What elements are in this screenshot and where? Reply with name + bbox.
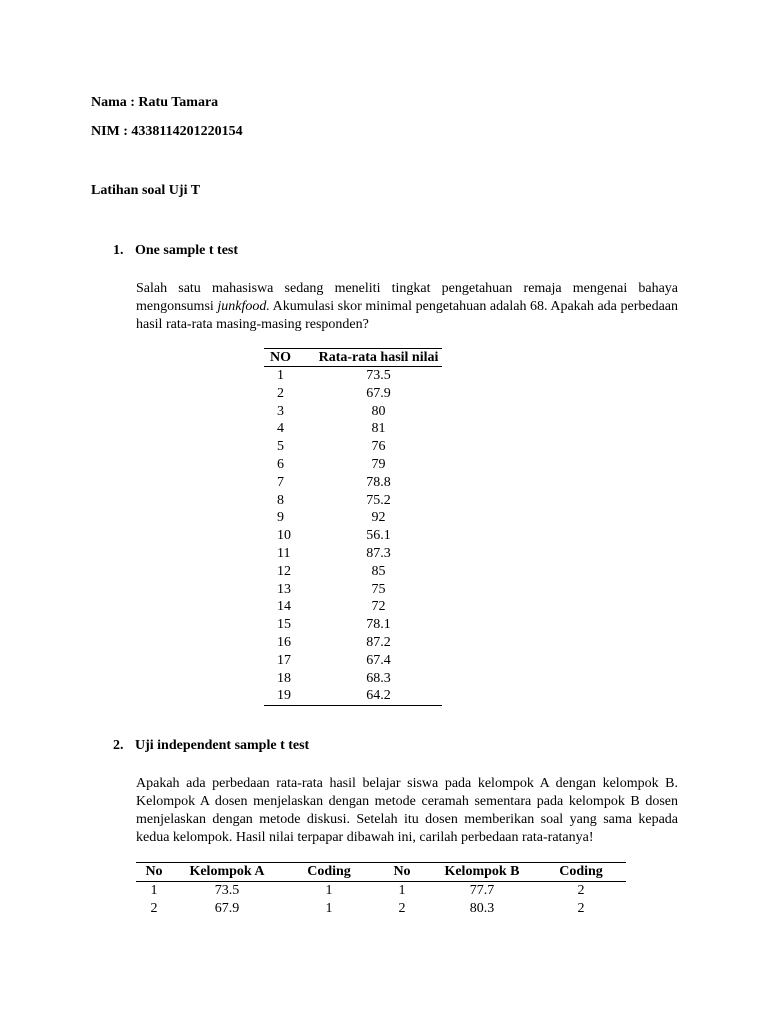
cell-rata-rata: 87.3 [366,545,391,561]
cell-rata-rata: 75.2 [366,492,391,508]
section-1-paragraph [136,280,678,334]
cell-no: 19 [264,687,315,705]
table-row [264,403,442,421]
cell-kelompok-b: 80.3 [469,901,495,916]
col-header-no: NO [264,349,315,367]
cell-no-b: 1 [398,883,406,898]
cell-no: 13 [277,581,291,597]
cell-coding-b: 2 [577,901,585,916]
section-2-text: Apakah ada perbedaan rata-rata hasil belajar siswa pada kelompok A dengan kelompok B. Kelompok A dosen menjelaskan dengan metode ceramah sementara pada kelompok B dosen menjelaskan dengan metode diskusi. Setelah itu dosen memberikan soal yang sama kepada kedua kelompok. Hasil nilai terpapar dibawah ini, carilah perbedaan rata-ratanya! [136,776,678,845]
table-row [264,687,442,705]
table-header-row [264,349,442,367]
cell-no: 5 [277,439,284,455]
cell-no: 2 [277,385,284,401]
section-1-text-italic: junkfood. [217,299,270,314]
cell-coding-a: 1 [325,883,333,898]
cell-no: 7 [277,474,284,490]
table-row [264,563,442,581]
cell-rata-rata: 76 [371,439,386,455]
cell-rata-rata: 75 [371,581,386,597]
cell-no: 14 [277,599,291,615]
cell-rata-rata: 80 [371,403,386,419]
cell-rata-rata: 81 [371,421,386,437]
cell-no: 17 [277,652,291,668]
cell-no: 18 [277,670,291,686]
table-row [264,420,442,438]
col-header-kelompok-b: Kelompok B [428,863,536,882]
cell-no-a: 1 [150,883,158,898]
table-row [264,527,442,545]
table-row [264,474,442,492]
table-header-row [136,863,626,882]
section-1-number: 1. [113,243,124,258]
cell-rata-rata: 64.2 [315,687,442,705]
cell-no-a: 2 [150,901,158,916]
cell-kelompok-a: 73.5 [214,883,240,898]
cell-no: 6 [277,456,284,472]
table-row [264,598,442,616]
cell-no: 12 [277,563,291,579]
table-row [264,385,442,403]
table-row [264,670,442,688]
col-header-coding-b: Coding [536,863,626,882]
section-2-paragraph [136,775,678,847]
student-nim: NIM : 4338114201220154 [91,124,243,139]
table-row [264,652,442,670]
table-row [264,438,442,456]
cell-no: 8 [277,492,284,508]
table-two-body [136,882,626,919]
cell-no: 16 [277,634,291,650]
section-2-number: 2. [113,738,124,753]
table-row [264,581,442,599]
col-header-rata-rata: Rata-rata hasil nilai [315,349,442,367]
table-row [264,456,442,474]
section-2-heading [113,737,309,755]
section-2-title: Uji independent sample t test [135,738,310,753]
cell-no: 11 [277,545,291,561]
table-independent-sample [136,862,626,918]
table-row [264,367,442,385]
section-1-text-a: Salah satu mahasiswa sedang meneliti tingkat pengetahuan remaja mengenai bahaya mengonsumsi [136,281,678,314]
table-row [264,509,442,527]
cell-rata-rata: 68.3 [366,670,391,686]
cell-kelompok-b: 77.7 [469,883,495,898]
table-row [264,616,442,634]
table-row [264,545,442,563]
cell-rata-rata: 73.5 [366,368,391,383]
table-row [136,900,626,918]
cell-rata-rata: 92 [371,510,386,526]
cell-rata-rata: 85 [371,563,386,579]
cell-coding-a: 1 [325,901,333,916]
cell-no: 1 [277,368,284,383]
cell-rata-rata: 56.1 [366,528,391,544]
student-name: Nama : Ratu Tamara [91,95,219,110]
cell-coding-b: 2 [577,883,585,898]
cell-rata-rata: 78.8 [366,474,391,490]
cell-no: 15 [277,617,291,633]
page-title: Latihan soal Uji T [91,183,201,198]
section-1-heading [113,242,238,260]
cell-rata-rata: 72 [371,599,386,615]
cell-no: 4 [277,421,284,437]
cell-no: 10 [277,528,291,544]
cell-rata-rata: 78.1 [366,617,391,633]
col-header-coding-a: Coding [282,863,376,882]
section-1-text-b: Akumulasi skor minimal pengetahuan adalah 68. Apakah ada perbedaan hasil rata-rata masing-masing responden? [136,299,678,332]
cell-rata-rata: 87.2 [366,634,391,650]
cell-kelompok-a: 67.9 [214,901,240,916]
cell-rata-rata: 79 [371,456,386,472]
table-one-sample [264,348,442,706]
table-row [264,492,442,510]
section-1-title: One sample t test [135,243,239,258]
table-row [264,634,442,652]
cell-no-b: 2 [398,901,406,916]
cell-rata-rata: 67.9 [366,385,391,401]
cell-no: 9 [277,510,284,526]
cell-rata-rata: 67.4 [366,652,391,668]
cell-no: 3 [277,403,284,419]
col-header-kelompok-a: Kelompok A [172,863,282,882]
col-header-no-a: No [136,863,172,882]
col-header-no-b: No [376,863,428,882]
table-one-body [264,367,442,706]
table-row [136,882,626,901]
